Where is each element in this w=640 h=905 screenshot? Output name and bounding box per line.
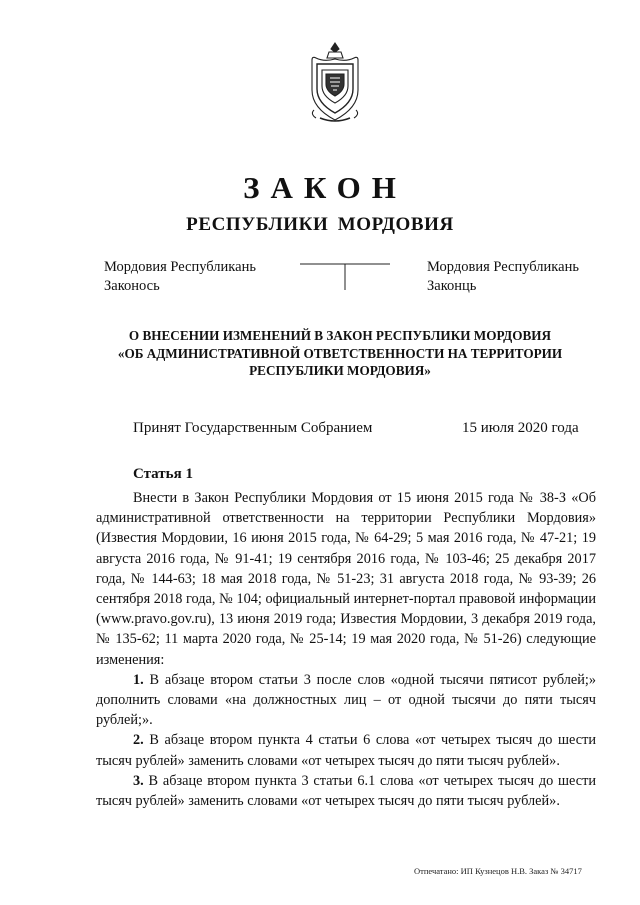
erzya-header-line: Мордовия Республикань	[427, 259, 579, 275]
amendment-item	[96, 730, 596, 770]
moksha-header	[104, 258, 256, 296]
amendment-number: 1.	[133, 671, 144, 688]
adopted-date: 15 июля 2020 года	[462, 420, 579, 436]
document-subtitle: РЕСПУБЛИКИ МОРДОВИЯ	[186, 214, 454, 235]
amendment-item	[96, 771, 596, 811]
bill-title-line: «ОБ АДМИНИСТРАТИВНОЙ ОТВЕТСТВЕННОСТИ НА ТЕРРИТОРИИ	[117, 345, 563, 361]
article-body	[96, 488, 596, 811]
amendment-text: В абзаце втором статьи 3 после слов «одной тысячи пятисот рублей;» дополнить словами «на должностных лиц – от одной тысячи до пяти тысяч рублей;».	[96, 671, 597, 729]
print-note: Отпечатано: ИП Кузнецов Н.В. Заказ № 34717	[414, 866, 582, 876]
erzya-header	[427, 258, 579, 296]
amendment-number: 2.	[133, 732, 144, 749]
amendment-text: В абзаце втором пункта 3 статьи 6.1 слова «от четырех тысяч до шести тысяч рублей» заменить словами «от четырех тысяч до пяти тысяч рублей».	[96, 772, 597, 810]
article-heading: Статья 1	[133, 466, 193, 482]
moksha-header-line: Мордовия Республикань	[104, 259, 256, 275]
amendment-item	[96, 670, 596, 731]
bill-title	[96, 327, 584, 380]
bill-title-line: О ВНЕСЕНИИ ИЗМЕНЕНИЙ В ЗАКОН РЕСПУБЛИКИ МОРДОВИЯ	[128, 328, 552, 343]
moksha-header-line: Законось	[104, 278, 160, 294]
amendment-number: 3.	[133, 772, 144, 789]
amendment-text: В абзаце втором пункта 4 статьи 6 слова «от четырех тысяч до шести тысяч рублей» заменить словами «от четырех тысяч до пяти тысяч рублей».	[96, 732, 596, 769]
bill-title-line: РЕСПУБЛИКИ МОРДОВИЯ»	[249, 363, 431, 378]
registration-mark	[298, 262, 392, 292]
article-intro: Внести в Закон Республики Мордовия от 15 июня 2015 года № 38-З «Об административной ответственности на территории Республики Мордовия» (Известия Мордовии, 16 июня 2015 года, № 64-29; 5 мая 2016 года, № 47-21; 19 августа 2016 года, № 91-41; 19 сентября 2016 года, № 103-46; 25 декабря 2017 года, № 144-63; 18 мая 2018 года, № 51-23; 31 августа 2018 года, № 93-39; 26 сентября 2018 года, № 104; официальный интернет-портал правовой информации (www.pravo.gov.ru), 13 июня 2019 года; Известия Мордовии, 3 декабря 2019 года, № 135-62; 11 марта 2020 года, № 25-14; 19 мая 2020 года, № 51-26) следующие изменения:	[96, 490, 596, 668]
coat-of-arms-emblem	[306, 40, 364, 126]
erzya-header-line: Законць	[427, 278, 477, 294]
adopted-by: Принят Государственным Собранием	[133, 420, 373, 436]
document-title: ЗАКОН	[243, 170, 407, 205]
